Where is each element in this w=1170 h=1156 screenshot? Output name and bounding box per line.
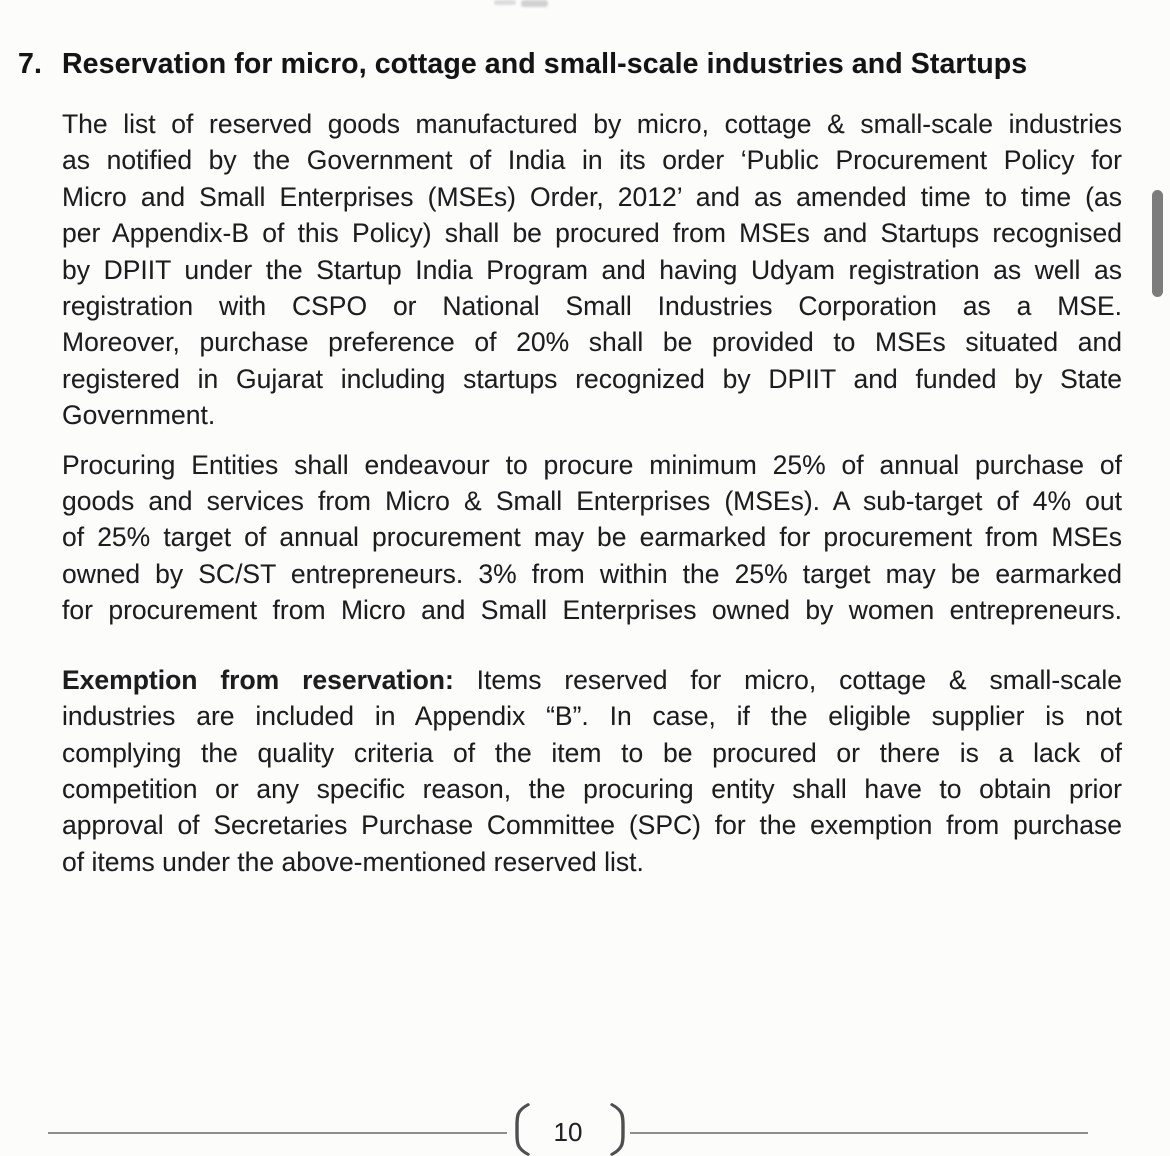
text-line: Procuring Entities shall endeavour to procure minimum 25% of annual purchase of [62, 449, 1122, 480]
scan-artifact [494, 0, 516, 5]
document-body [62, 106, 1122, 880]
text-line: industries are included in Appendix “B”. In case, if the eligible supplier is not [62, 701, 1122, 732]
section-number: 7. [18, 48, 42, 80]
text-line: Government. [62, 400, 216, 431]
page-number-left-bracket-icon [512, 1103, 532, 1156]
text-line: of 25% target of annual procurement may be earmarked for procurement from MSEs [62, 522, 1122, 553]
page-number-right-bracket-icon [608, 1103, 628, 1156]
text-line: Micro and Small Enterprises (MSEs) Order, 2012’ and as amended time to time (as [62, 181, 1122, 212]
text-line: The list of reserved goods manufactured by micro, cottage & small-scale industries [62, 109, 1122, 139]
text-line: for procurement from Micro and Small Enterprises owned by women entrepreneurs. [62, 595, 1122, 626]
bold-lead-text: Exemption from reservation: [62, 664, 454, 695]
scan-artifact [521, 0, 548, 7]
text-line: Exemption from reservation: Items reserved for micro, cottage & small-scale [62, 664, 1123, 695]
section-heading [18, 46, 1128, 82]
text-line: per Appendix-B of this Policy) shall be procured from MSEs and Startups recognised [62, 218, 1122, 249]
paragraph-1 [62, 106, 1122, 434]
text-line: complying the quality criteria of the item to be procured or there is a lack of [62, 737, 1122, 768]
text-line: by DPIIT under the Startup India Program and having Udyam registration as well as [62, 254, 1122, 285]
page-number: 10 [553, 1117, 583, 1147]
text-line: goods and services from Micro & Small Enterprises (MSEs). A sub-target of 4% out [62, 486, 1122, 517]
scrollbar-thumb[interactable] [1152, 190, 1163, 297]
text-line: competition or any specific reason, the procuring entity shall have to obtain prior [62, 773, 1122, 804]
text-line: as notified by the Government of India in its order ‘Public Procurement Policy for [62, 145, 1122, 176]
paragraph-3 [62, 662, 1122, 880]
text-line: approval of Secretaries Purchase Committee (SPC) for the exemption from purchase [62, 810, 1122, 841]
footer-rule-right [630, 1132, 1088, 1134]
text-line: owned by SC/ST entrepreneurs. 3% from within the 25% target may be earmarked [62, 558, 1122, 589]
text-line: of items under the above-mentioned reserved list. [62, 846, 644, 877]
text-line: registration with CSPO or National Small Industries Corporation as a MSE. [62, 291, 1122, 322]
section-title: Reservation for micro, cottage and small-scale industries and Startups [62, 48, 1028, 80]
paragraph-2 [62, 447, 1122, 629]
footer-rule-left [48, 1132, 507, 1134]
text-line: Moreover, purchase preference of 20% shall be provided to MSEs situated and [62, 327, 1122, 358]
text-line: registered in Gujarat including startups recognized by DPIIT and funded by State [62, 363, 1122, 394]
